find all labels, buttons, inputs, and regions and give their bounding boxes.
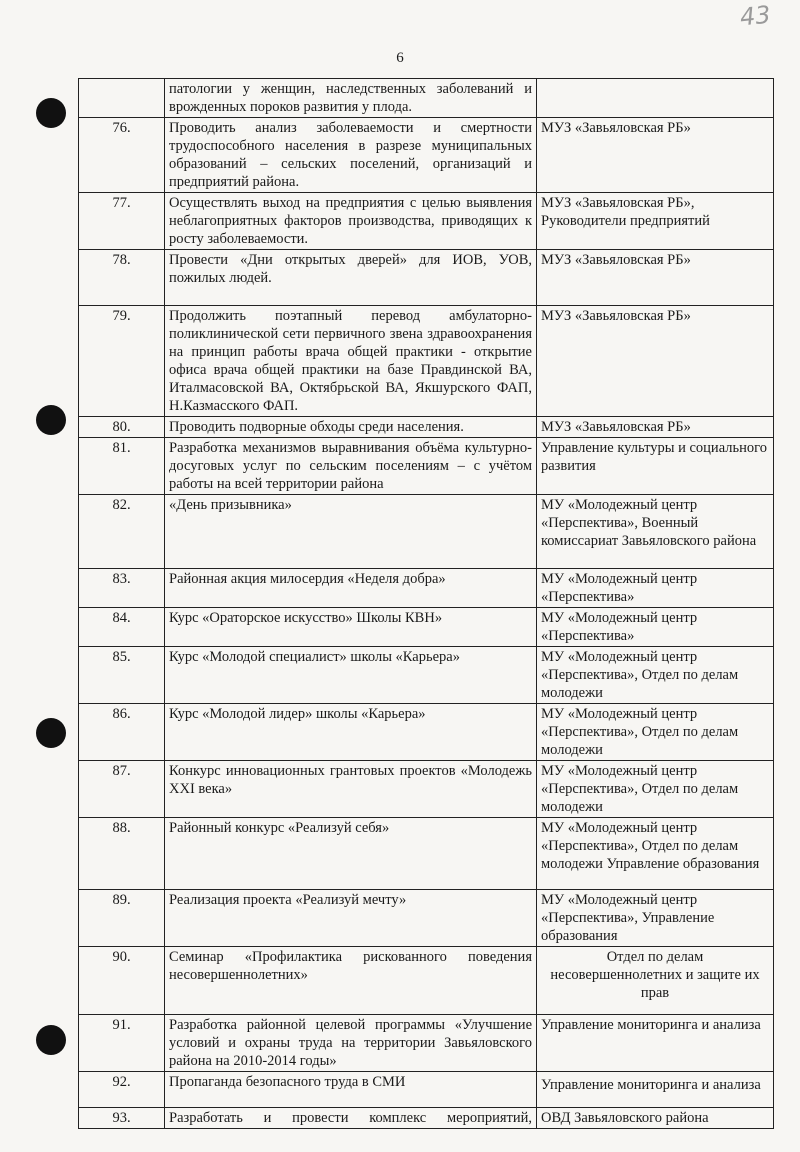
row-number: 77. [79,193,165,250]
table-row [79,417,774,438]
activity-text: Продолжить поэтапный перевод амбулаторно-поликлинической сети первичного звена здравоохранения на принцип работы врача общей практики - открытие офиса врача общей практики на базе Правдинской ВА, Италмасовской ВА, Октябрьской ВА, Якшурского ФАП, Н.Казмасского ФАП. [165,306,537,417]
row-number: 86. [79,704,165,761]
activity-text: Осуществлять выход на предприятия с целью выявления неблагоприятных факторов производства, приводящих к росту заболеваемости. [165,193,537,250]
punch-hole-icon [36,1025,66,1055]
responsible-text: Отдел по делам несовершеннолетних и защите их прав [537,947,774,1015]
activity-text: Разработка районной целевой программы «Улучшение условий и охраны труда на территории Завьяловского района на 2010-2014 годы» [165,1015,537,1072]
responsible-text: МУ «Молодежный центр «Перспектива», Отдел по делам молодежи [537,761,774,818]
table-row [79,1072,774,1108]
activities-table [78,78,774,1129]
activity-text-line: Разработать и провести комплекс мероприятий, [169,1110,532,1126]
table-row [79,569,774,608]
activity-text: Разработка механизмов выравнивания объёма культурно-досуговых услуг по сельским поселениям – с учётом работы на всей территории района [165,438,537,495]
activity-text: Курс «Молодой лидер» школы «Карьера» [165,704,537,761]
table-row [79,250,774,306]
table-row [79,438,774,495]
activity-text: Семинар «Профилактика рискованного поведения несовершеннолетних» [165,947,537,1015]
punch-hole-icon [36,98,66,128]
row-number: 90. [79,947,165,1015]
row-number: 80. [79,417,165,438]
row-number: 92. [79,1072,165,1108]
row-number: 78. [79,250,165,306]
activity-text: Районная акция милосердия «Неделя добра» [165,569,537,608]
activity-text: патологии у женщин, наследственных заболеваний и врожденных пороков развития у плода. [165,79,537,118]
table-row [79,818,774,890]
table-row [79,79,774,118]
row-number: 81. [79,438,165,495]
table-row [79,647,774,704]
activity-text: Районный конкурс «Реализуй себя» [165,818,537,890]
row-number: 79. [79,306,165,417]
punch-hole-icon [36,718,66,748]
table-row [79,704,774,761]
responsible-text: Управление культуры и социального развития [537,438,774,495]
responsible-text: МУ «Молодежный центр «Перспектива», Управление образования [537,890,774,947]
table-row [79,118,774,193]
table-row [79,1015,774,1072]
responsible-text: МУЗ «Завьяловская РБ», Руководители предприятий [537,193,774,250]
row-number: 93. [79,1108,165,1129]
row-number: 87. [79,761,165,818]
table-row [79,1108,774,1129]
row-number: 76. [79,118,165,193]
responsible-text: МУ «Молодежный центр «Перспектива», Отдел по делам молодежи [537,647,774,704]
responsible-text: МУ «Молодежный центр «Перспектива», Отдел по делам молодежи Управление образования [537,818,774,890]
responsible-text: Управление мониторинга и анализа [537,1015,774,1072]
activity-text: Проводить анализ заболеваемости и смертности трудоспособного населения в разрезе муниципальных образований – сельских поселений, организаций и предприятий района. [165,118,537,193]
table-row [79,306,774,417]
activity-text: «День призывника» [165,495,537,569]
row-number: 88. [79,818,165,890]
responsible-text: МУ «Молодежный центр «Перспектива» [537,569,774,608]
responsible-text: МУЗ «Завьяловская РБ» [537,306,774,417]
table-row [79,947,774,1015]
row-number: 91. [79,1015,165,1072]
row-number [79,79,165,118]
activity-text: Пропаганда безопасного труда в СМИ [165,1072,537,1108]
table-row [79,761,774,818]
activity-text: Курс «Молодой специалист» школы «Карьера» [165,647,537,704]
handwritten-page-number: 43 [738,0,772,32]
punch-hole-icon [36,405,66,435]
responsible-text: МУ «Молодежный центр «Перспектива» [537,608,774,647]
page-number: 6 [396,50,404,66]
responsible-text: МУЗ «Завьяловская РБ» [537,417,774,438]
activity-text: Конкурс инновационных грантовых проектов «Молодежь XXI века» [165,761,537,818]
activity-text [165,1108,537,1129]
row-number: 85. [79,647,165,704]
responsible-text: ОВД Завьяловского района [537,1108,774,1129]
row-number: 89. [79,890,165,947]
responsible-text: Управление мониторинга и анализа [537,1072,774,1108]
activity-text: Проводить подворные обходы среди населения. [165,417,537,438]
activity-text: Реализация проекта «Реализуй мечту» [165,890,537,947]
table-row [79,608,774,647]
row-number: 82. [79,495,165,569]
responsible-text: МУ «Молодежный центр «Перспектива», Отдел по делам молодежи [537,704,774,761]
row-number: 83. [79,569,165,608]
responsible-text: МУЗ «Завьяловская РБ» [537,118,774,193]
responsible-text: МУЗ «Завьяловская РБ» [537,250,774,306]
table-row [79,495,774,569]
activity-text: Курс «Ораторское искусство» Школы КВН» [165,608,537,647]
activity-text: Провести «Дни открытых дверей» для ИОВ, УОВ, пожилых людей. [165,250,537,306]
table-row [79,193,774,250]
table-row [79,890,774,947]
responsible-text [537,79,774,118]
responsible-text: МУ «Молодежный центр «Перспектива», Военный комиссариат Завьяловского района [537,495,774,569]
row-number: 84. [79,608,165,647]
